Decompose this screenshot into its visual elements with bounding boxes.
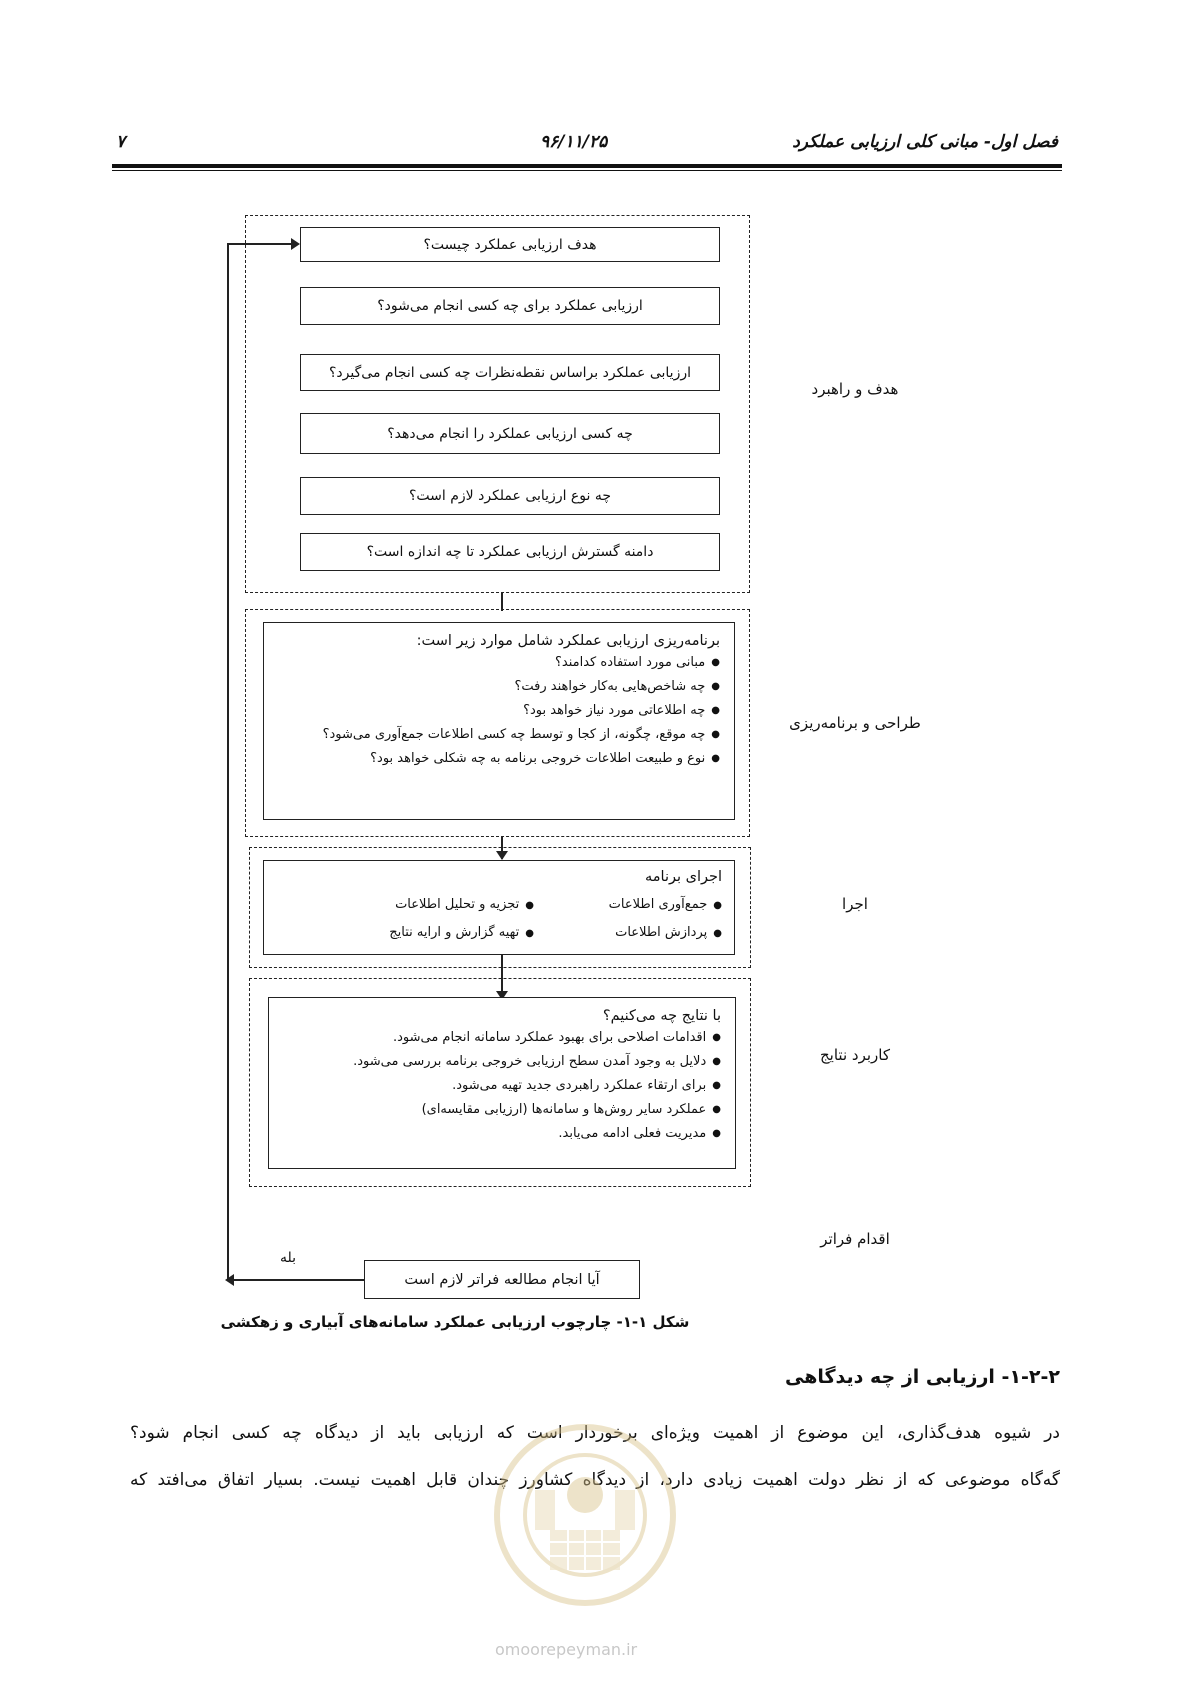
loop-top-line [227, 243, 293, 245]
loop-bottom-line [227, 1279, 364, 1281]
section1-question-1: هدف ارزیابی عملکرد چیست؟ [300, 227, 720, 262]
section4-label: کاربرد نتایج [820, 1046, 890, 1064]
section3-item [389, 925, 534, 940]
yes-label: بله [280, 1250, 297, 1266]
bullet-icon: ● [713, 928, 722, 939]
section1-question-4: چه کسی ارزیابی عملکرد را انجام می‌دهد؟ [300, 413, 720, 454]
loop-vertical-line [227, 243, 229, 1280]
section2-heading: برنامه‌ریزی ارزیابی عملکرد شامل موارد زیر است: [416, 633, 720, 649]
section4-item: ● مدیریت فعلی ادامه می‌یابد. [279, 1126, 721, 1141]
section4-box [268, 997, 736, 1169]
bullet-icon: ● [525, 900, 534, 911]
section1-question-2: ارزیابی عملکرد برای چه کسی انجام می‌شود؟ [300, 287, 720, 325]
section2-item: ● چه اطلاعاتی مورد نیاز خواهد بود؟ [274, 703, 720, 718]
bullet-icon: ● [525, 928, 534, 939]
section4-item: ● برای ارتقاء عملکرد راهبردی جدید تهیه می‌شود. [279, 1078, 721, 1093]
watermark-seal-icon [480, 1410, 690, 1624]
section3-heading: اجرای برنامه [644, 869, 722, 885]
section2-label: طراحی و برنامه‌ریزی [789, 714, 921, 732]
section4-item: ● عملکرد سایر روش‌ها و سامانه‌ها (ارزیابی مقایسه‌ای) [279, 1102, 721, 1117]
section1-question-3: ارزیابی عملکرد براساس نقطه‌نظرات چه کسی انجام می‌گیرد؟ [300, 354, 720, 391]
section3-item [609, 897, 722, 912]
arrow-right-icon [291, 238, 300, 250]
chapter-title: فصل اول- مبانی کلی ارزیابی عملکرد [792, 132, 1058, 152]
section-heading: ۱-۲-۲- ارزیابی از چه دیدگاهی [784, 1366, 1060, 1388]
section1-question-5: چه نوع ارزیابی عملکرد لازم است؟ [300, 477, 720, 515]
section4-item: ● دلایل به وجود آمدن سطح ارزیابی خروجی برنامه بررسی می‌شود. [279, 1054, 721, 1069]
section3-box [263, 860, 735, 955]
bullet-icon: ● [713, 900, 722, 911]
section1-question-6: دامنه گسترش ارزیابی عملکرد تا چه اندازه است؟ [300, 533, 720, 571]
section3-item-text: جمع‌آوری اطلاعات [608, 897, 708, 912]
section3-item-text: پردازش اطلاعات [615, 925, 708, 940]
section3-item [615, 925, 722, 940]
figure-caption: شکل ۱-۱- چارچوب ارزیابی عملکرد سامانه‌های آبیاری و زهکشی [220, 1313, 690, 1331]
section2-item: ● مبانی مورد استفاده کدامند؟ [274, 655, 720, 670]
paragraph-line: در شیوه هدف‌گذاری، این موضوع از اهمیت ویژه‌ای برخوردار است که ارزیابی باید از دیدگاه چه کسی انجام شود؟ [130, 1423, 1060, 1443]
section5-label: اقدام فراتر [820, 1230, 890, 1248]
section3-item-text: تجزیه و تحلیل اطلاعات [395, 897, 520, 912]
section4-item: ● اقدامات اصلاحی برای بهبود عملکرد سامانه انجام می‌شود. [279, 1030, 721, 1045]
paragraph-line: گه‌گاه موضوعی که از نظر دولت اهمیت زیادی دارد، از دیدگاه کشاورز چندان قابل اهمیت نیست. بسیار اتفاق می‌افتد که [130, 1470, 1060, 1490]
header-date: ۹۶/۱۱/۲۵ [540, 132, 608, 152]
section2-item: ● چه شاخص‌هایی به‌کار خواهند رفت؟ [274, 679, 720, 694]
section5-question: آیا انجام مطالعه فراتر لازم است [364, 1260, 640, 1299]
section3-item [395, 897, 534, 912]
watermark-site: omoorepeyman.ir [495, 1640, 638, 1659]
section3-label: اجرا [842, 895, 868, 913]
section4-heading: با نتایج چه می‌کنیم؟ [602, 1008, 721, 1024]
section2-item: ● چه موقع، چگونه، از کجا و توسط چه کسی اطلاعات جمع‌آوری می‌شود؟ [274, 727, 720, 742]
page-number: ۷ [116, 132, 126, 152]
section2-box [263, 622, 735, 820]
section2-item: ● نوع و طبیعت اطلاعات خروجی برنامه به چه شکلی خواهد بود؟ [274, 751, 720, 766]
section1-label: هدف و راهبرد [811, 380, 899, 398]
section3-item-text: تهیه گزارش و ارایه نتایج [389, 925, 520, 940]
